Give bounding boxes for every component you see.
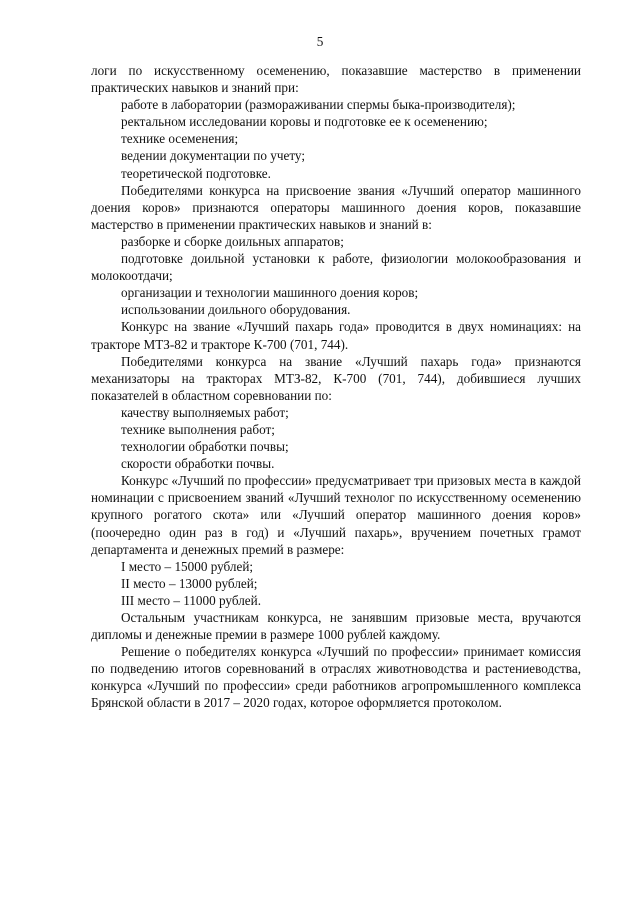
- list-item: скорости обработки почвы.: [121, 456, 275, 472]
- list-item: теоретической подготовке.: [121, 165, 271, 181]
- list-item: использовании доильного оборудования.: [121, 302, 351, 318]
- list-item: II место – 13000 рублей;: [121, 575, 258, 591]
- list-item: I место – 15000 рублей;: [121, 558, 254, 574]
- list-item: технике выполнения работ;: [121, 421, 275, 437]
- paragraph: Конкурс «Лучший по профессии» предусматривает три призовых места в каждой номинации с присвоением званий «Лучший технолог по искусственному осеменению крупного рогатого скота» или «Лучший оператор машинного доения коров» (поочередно один раз в год) и «Лучший пахарь», вручением почетных грамот департамента и денежных премий в размере:: [91, 473, 581, 557]
- list-item: ведении документации по учету;: [121, 148, 306, 164]
- paragraph: Победителями конкурса на звание «Лучший пахарь года» признаются механизаторы на тракторах МТЗ-82, К-700 (701, 744), добившиеся лучших показателей в областном соревновании по:: [91, 353, 581, 403]
- list-item: организации и технологии машинного доения коров;: [121, 285, 419, 301]
- list-item: технике осеменения;: [121, 131, 239, 147]
- list-item: разборке и сборке доильных аппаратов;: [121, 233, 344, 249]
- page-number: 5: [316, 34, 324, 49]
- list-item: подготовке доильной установки к работе, физиологии молокообразования и молокоотдачи;: [91, 251, 581, 284]
- paragraph-continuation: логи по искусственному осеменению, показавшие мастерство в применении практических навыков и знаний при:: [91, 63, 581, 96]
- list-item: ректальном исследовании коровы и подготовке ее к осеменению;: [121, 114, 488, 130]
- list-item: III место – 11000 рублей.: [121, 592, 262, 608]
- paragraph: Остальным участникам конкурса, не занявшим призовые места, вручаются дипломы и денежные премии в размере 1000 рублей каждому.: [91, 610, 581, 643]
- document-body: [91, 62, 581, 712]
- list-item: качеству выполняемых работ;: [121, 404, 289, 420]
- list-item: технологии обработки почвы;: [121, 439, 289, 455]
- paragraph: Конкурс на звание «Лучший пахарь года» проводится в двух номинациях: на тракторе МТЗ-82 и тракторе К-700 (701, 744).: [91, 319, 581, 352]
- paragraph: Победителями конкурса на присвоение звания «Лучший оператор машинного доения коров» признаются операторы машинного доения коров, показавшие мастерство в применении практических навыков и знаний в:: [91, 182, 581, 232]
- paragraph: Решение о победителях конкурса «Лучший по профессии» принимает комиссия по подведению итогов соревнований в отраслях животноводства и растениеводства, конкурса «Лучший по профессии» среди работников агропромышленного комплекса Брянской области в 2017 – 2020 годах, которое оформляется протоколом.: [91, 644, 581, 711]
- list-item: работе в лаборатории (размораживании спермы быка-производителя);: [121, 97, 516, 113]
